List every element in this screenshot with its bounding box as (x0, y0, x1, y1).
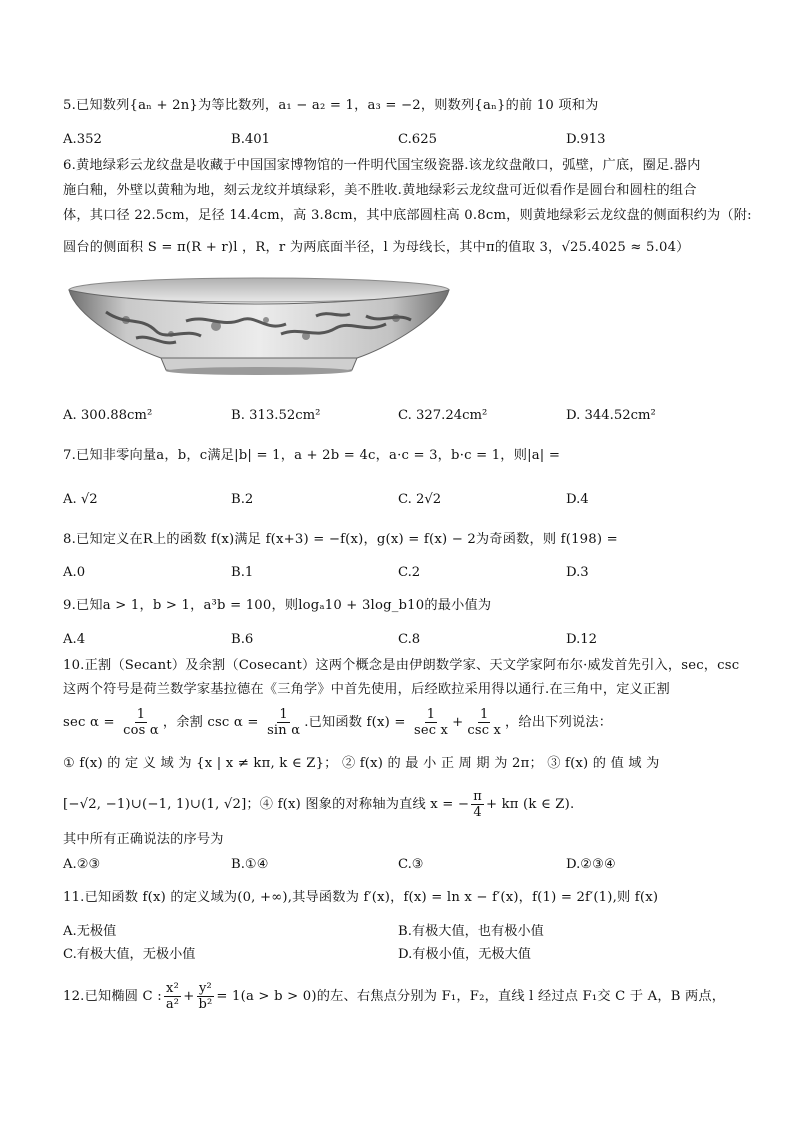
q9-option-b: B.6 (231, 632, 254, 647)
frac-den: cos α (123, 723, 159, 738)
sec-def: sec α = (63, 715, 115, 730)
ellipse-intro: 12.已知椭圆 C : (63, 989, 162, 1004)
q6-line-1: 6.黄地绿彩云龙纹盘是收藏于中国国家博物馆的一件明代国宝级瓷器.该龙纹盘敞口，弧壁，广底，圈足.器内 (63, 158, 701, 173)
q10-line-5 (63, 788, 734, 822)
q6-line-2: 施白釉，外壁以黄釉为地，刻云龙纹并填绿彩，美不胜收.黄地绿彩云龙纹盘可近似看作是圆台和圆柱的组合 (63, 183, 697, 198)
q12-stem (63, 980, 734, 1014)
q8-option-c: C.2 (398, 565, 421, 580)
frac-1-over-cscx (465, 707, 503, 738)
frac-1-over-sin (265, 707, 302, 738)
q9-option-c: C.8 (398, 632, 421, 647)
frac-den: 4 (473, 805, 482, 820)
frac-num: 1 (136, 707, 146, 722)
q8-stem: 8.已知定义在R上的函数 f(x)满足 f(x+3) = −f(x)，g(x) = f(x) − 2为奇函数，则 f(198) = (63, 532, 618, 547)
q7-option-c: C. 2√2 (398, 492, 442, 507)
q10-line-4: ① f(x) 的 定 义 域 为 {x | x ≠ kπ, k ∈ Z}； ② f(x) 的 最 小 正 周 期 为 2π； ③ f(x) 的 值 域 为 (63, 756, 660, 771)
axis-statement-tail: + kπ (k ∈ Z). (485, 797, 575, 812)
q6-option-c: C. 327.24cm² (398, 408, 488, 423)
q7-option-d: D.4 (566, 492, 589, 507)
q6-option-b: B. 313.52cm² (231, 408, 321, 423)
frac-pi-over-4 (471, 789, 484, 820)
function-def: .已知函数 f(x) = (304, 715, 406, 730)
q10-line-2: 这两个符号是荷兰数学家基拉德在《三角学》中首先使用，后经欧拉采用得以通行.在三角中，定义正割 (63, 682, 670, 697)
frac-num: x² (166, 981, 179, 996)
q5-option-d: D.913 (566, 132, 606, 147)
frac-num: y² (198, 981, 212, 996)
q9-stem: 9.已知a > 1，b > 1，a³b = 100，则logₐ10 + 3log_b10的最小值为 (63, 598, 492, 613)
dragon-dish-image (66, 276, 452, 380)
range-statement: [−√2, −1)∪(−1, 1)∪(1, √2]；④ f(x) 图象的对称轴为直线 x = − (63, 797, 470, 812)
ellipse-rest: = 1(a > b > 0)的左、右焦点分别为 F₁，F₂，直线 l 经过点 F₁交 C 于 A，B 两点， (216, 989, 726, 1004)
frac-y2-over-b2 (196, 981, 214, 1012)
statements-intro: ，给出下列说法： (505, 715, 613, 730)
q9-option-a: A.4 (63, 632, 86, 647)
q11-option-a: A.无极值 (63, 924, 117, 939)
q6-option-a: A. 300.88cm² (63, 408, 153, 423)
q11-option-b: B.有极大值，也有极小值 (398, 924, 544, 939)
q7-option-a: A. √2 (63, 492, 98, 507)
q8-option-d: D.3 (566, 565, 589, 580)
q7-stem: 7.已知非零向量a，b，c满足|b| = 1，a + 2b = 4c，a·c = 3，b·c = 1，则|a| = (63, 448, 561, 463)
frac-den: a² (165, 997, 180, 1012)
frac-num: 1 (479, 707, 489, 722)
q6-line-3: 体，其口径 22.5cm，足径 14.4cm，高 3.8cm，其中底部圆柱高 0.8cm，则黄地绿彩云龙纹盘的侧面积约为（附: (63, 208, 752, 223)
q10-line-3 (63, 706, 734, 740)
frac-num: π (473, 789, 482, 804)
plus-sign: + (452, 715, 464, 730)
q11-option-c: C.有极大值，无极小值 (63, 947, 196, 962)
q10-option-b: B.①④ (231, 857, 269, 872)
q5-option-a: A.352 (63, 132, 102, 147)
frac-den: sec x (413, 723, 449, 738)
q6-option-d: D. 344.52cm² (566, 408, 656, 423)
q10-line-6: 其中所有正确说法的序号为 (63, 832, 224, 847)
q10-option-d: D.②③④ (566, 857, 616, 872)
q10-option-a: A.②③ (63, 857, 101, 872)
q5-option-b: B.401 (231, 132, 271, 147)
plus-sign: + (183, 989, 195, 1004)
q8-option-b: B.1 (231, 565, 254, 580)
csc-def: ，余割 csc α = (162, 715, 259, 730)
q8-option-a: A.0 (63, 565, 86, 580)
frac-num: 1 (426, 707, 436, 722)
frac-x2-over-a2 (164, 981, 181, 1012)
q10-line-1: 10.正割（Secant）及余割（Cosecant）这两个概念是由伊朗数学家、天文学家阿布尔·威发首先引入，sec，csc (63, 658, 740, 673)
q11-stem: 11.已知函数 f(x) 的定义域为(0, +∞),其导函数为 f′(x)，f(x) = ln x − f′(x)，f(1) = 2f′(1),则 f(x) (63, 890, 659, 905)
q11-option-d: D.有极小值，无极大值 (398, 947, 531, 962)
frac-den: b² (198, 997, 213, 1012)
q5-stem: 5.已知数列{aₙ + 2n}为等比数列，a₁ − a₂ = 1，a₃ = −2，则数列{aₙ}的前 10 项和为 (63, 98, 599, 113)
frac-den: csc x (467, 723, 502, 738)
q5-option-c: C.625 (398, 132, 437, 147)
frac-num: 1 (279, 707, 288, 722)
q9-option-d: D.12 (566, 632, 598, 647)
frac-1-over-secx (412, 707, 450, 738)
frac-1-over-cos (121, 707, 161, 738)
frac-den: sin α (267, 723, 301, 738)
q7-option-b: B.2 (231, 492, 254, 507)
q6-line-4: 圆台的侧面积 S = π(R + r)l ，R，r 为两底面半径，l 为母线长，其中π的值取 3，√25.4025 ≈ 5.04） (63, 240, 690, 255)
q10-option-c: C.③ (398, 857, 424, 872)
